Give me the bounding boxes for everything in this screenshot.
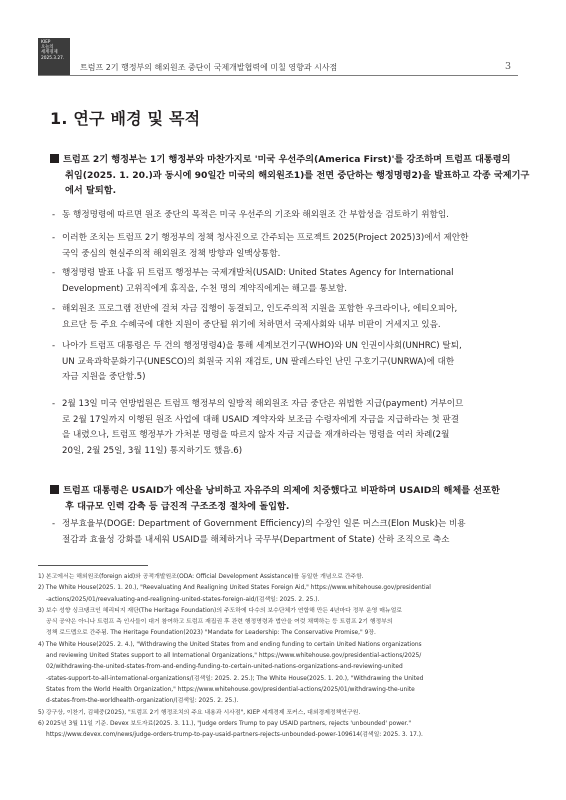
bullet-line: 에서 탈퇴함. (65, 185, 117, 196)
dash-line: 20일, 2월 25일, 3월 11일) 통지하기도 했음.6) (62, 445, 243, 456)
bullet-paragraph (50, 483, 518, 514)
dash-line: - 2월 13일 미국 연방법원은 트럼프 행정부의 일방적 해외원조 자금 중단은 위법한 지급(payment) 거부이므 (52, 397, 520, 413)
bullet-text: 트럼프 2기 행정부는 1기 행정부와 마찬가지로 '미국 우선주의(America First)'를 강조하며 트럼프 대통령의 (63, 154, 511, 165)
badge-line: KIEP (41, 40, 51, 45)
square-bullet-icon (50, 154, 59, 163)
dash-line: 요르단 등 주요 수혜국에 대한 지원이 중단될 위기에 처하면서 국제사회와 내부 비판이 거세지고 있음. (62, 319, 441, 330)
footnote-line: d-states-from-the-worldhealth-organization/(검색일: 2025. 2. 25.). (46, 698, 239, 705)
dash-marker: - (52, 304, 56, 314)
bullet-line: 취임(2025. 1. 20.)과 동시에 90일간 미국의 해외원조1)를 전면 중단하는 행정명령2)을 발표하고 각종 국제기구 (65, 169, 530, 181)
dash-line: 자금 지원을 중단함.5) (62, 372, 146, 383)
badge-line: 2025.3.27. (41, 55, 65, 61)
footnote-line: -states-support-to-all-international-organizations/(검색일: 2025. 2. 25.); The White House(2025. 1. 20.), "Withdrawing the United (46, 675, 424, 682)
badge-line: 세계경제 (41, 50, 58, 56)
footnote-line: https://www.devex.com/news/judge-orders-trump-to-pay-usaid-partners-rejects-unbounded-power-109614(검색일: 2025. 3. 17.). (46, 732, 423, 739)
footnote-line: 02/withdrawing-the-united-states-from-and-ending-funding-to-certain-united-nations-organizations-and-reviewing-united (46, 664, 403, 671)
dash-line: - 나아가 트럼프 대통령은 두 건의 행정명령4)을 통해 세계보건기구(WHO)와 UN 인권이사회(UNHRC) 탈퇴, (52, 339, 520, 355)
dash-line: 로 2월 17일까지 이행된 원조 사업에 대해 USAID 계약자와 보조금 수령자에게 자금을 지급하라는 첫 판결 (62, 414, 460, 425)
bullet-line (50, 483, 518, 499)
footnote-line: and reviewing United States support to all International Organizations," https://www.whitehouse.gov/presidential-actions/2025/ (46, 653, 422, 660)
footnote (38, 719, 528, 742)
dash-marker: - (52, 210, 56, 220)
footnote-line: 6) 2025년 3월 11일 기준. Devex 보도자료(2025. 3. 11.), "Judge orders Trump to pay USAID partners, rejects 'unbounded' power." (38, 720, 412, 727)
footnote (38, 606, 528, 640)
bullet-paragraph (50, 152, 530, 199)
dash-list-item (52, 208, 520, 224)
footnote-divider (38, 565, 148, 566)
header-divider (38, 75, 518, 76)
footnote (38, 708, 528, 719)
dash-list-item (52, 517, 520, 548)
dash-line: - 행정명령 발표 나흘 뒤 트럼프 행정부는 국제개발처(USAID: United States Agency for International (52, 266, 520, 282)
footnote (38, 572, 528, 583)
footnote-line: -actions/2025/01/reevaluating-and-realigning-united-states-foreign-aid/(검색일: 2025. 2. 25.). (46, 596, 320, 603)
dash-line: - 해외원조 프로그램 전반에 걸쳐 자금 집행이 동결되고, 인도주의적 지원을 포함한 우크라이나, 에티오피아, (52, 302, 520, 318)
dash-line: 절감과 효율성 강화를 내세워 USAID를 해체하거나 국무부(Department of State) 산하 조직으로 축소 (62, 534, 450, 545)
square-bullet-icon (50, 485, 59, 494)
dash-list-item (52, 231, 520, 262)
dash-marker: - (52, 268, 56, 278)
dash-line: 국익 중심의 현실주의적 해외원조 정책 방향과 일맥상통함. (62, 248, 281, 259)
bullet-line: 후 대규모 인력 감축 등 급진적 구조조정 절차에 돌입함. (65, 500, 290, 512)
footnote-line: 2) The White House(2025. 1. 20.), "Reevaluating And Realigning United States Foreign Aid," https://www.whitehouse.gov/presidential (38, 585, 431, 592)
dash-line: UN 교육과학문화기구(UNESCO)의 회원국 지위 재검토, UN 팔레스타인 난민 구호기구(UNRWA)에 대한 (62, 356, 455, 367)
dash-marker: - (52, 341, 56, 351)
dash-list-item (52, 266, 520, 297)
bullet-line (50, 152, 518, 168)
footnote (38, 640, 528, 708)
footnotes (38, 572, 528, 741)
dash-line: 을 내렸으나, 트럼프 행정부가 가처분 명령을 따르지 않자 자금 지급을 재개하라는 명령을 여러 차례(2월 (62, 430, 450, 441)
dash-line: - 이러한 조치는 트럼프 2기 행정부의 정책 청사진으로 간주되는 프로젝트 2025(Project 2025)3)에서 제안한 (52, 231, 520, 247)
section-heading: 1. 연구 배경 및 목적 (50, 109, 201, 128)
footnote-line: 1) 본고에서는 해외원조(foreign aid)와 공적개발원조(ODA: Official Development Assistance)를 동일한 개념으로 간주함. (38, 574, 364, 580)
dash-marker: - (52, 519, 56, 529)
dash-line: Development) 고위직에게 휴직을, 수천 명의 계약직에게는 해고를 통보함. (62, 283, 348, 294)
dash-list-item (52, 302, 520, 333)
badge-line: 오늘의 (41, 45, 54, 51)
dash-line: - 정부효율부(DOGE: Department of Government Efficiency)의 수장인 일론 머스크(Elon Musk)는 비용 (52, 517, 520, 533)
dash-list-item (52, 397, 520, 459)
footnote-line: 5) 강구상, 이찬기, 김혜중(2025), "트럼프 2기 행정조치의 주요 내용과 시사점", KIEP 세계경제 포커스, 대외경제정책연구원. (38, 709, 361, 716)
bullet-text: 트럼프 대통령은 USAID가 예산을 낭비하고 자유주의 의제에 치중했다고 비판하며 USAID의 해체를 선포한 (63, 485, 500, 496)
dash-line: - 동 행정명령에 따르면 원조 중단의 목적은 미국 우선주의 기조와 해외원조 간 부합성을 검토하기 위함임. (52, 208, 520, 224)
dash-list-item (52, 339, 520, 386)
footnote-line: 정책 로드맵으로 간주됨. The Heritage Foundation(2023) "Mandate for Leadership: The Conservative Promise," 9장. (46, 630, 376, 637)
footnote-line: States from the World Health Organization," https://www.whitehouse.gov/presidential-actions/2025/01/withdrawing-the-unite (46, 686, 415, 693)
running-header-title: 트럼프 2기 행정부의 해외원조 중단이 국제개발협력에 미칠 영향과 시사점 (80, 63, 338, 72)
footnote (38, 583, 528, 606)
dash-marker: - (52, 399, 56, 409)
footnote-line: 4) The White House(2025. 2. 4.), "Withdrawing the United States from and ending funding to certain United Nations organizations (38, 641, 422, 648)
page-number: 3 (505, 61, 512, 72)
kiep-badge (38, 38, 70, 75)
footnote-line: 공식 공약은 아니나 트럼프 측 인사들이 대거 참여하고 트럼프 재집권 후 관련 행정명령과 법안을 여럿 채택하는 등 트럼프 2기 행정부의 (46, 619, 393, 626)
dash-marker: - (52, 233, 56, 243)
footnote-line: 3) 보수 성향 싱크탱크인 헤리티지 재단(The Heritage Foundation)의 주도하에 다수의 보수단체가 연합해 만든 4년마다 정부 운영 매뉴얼로 (38, 607, 402, 614)
